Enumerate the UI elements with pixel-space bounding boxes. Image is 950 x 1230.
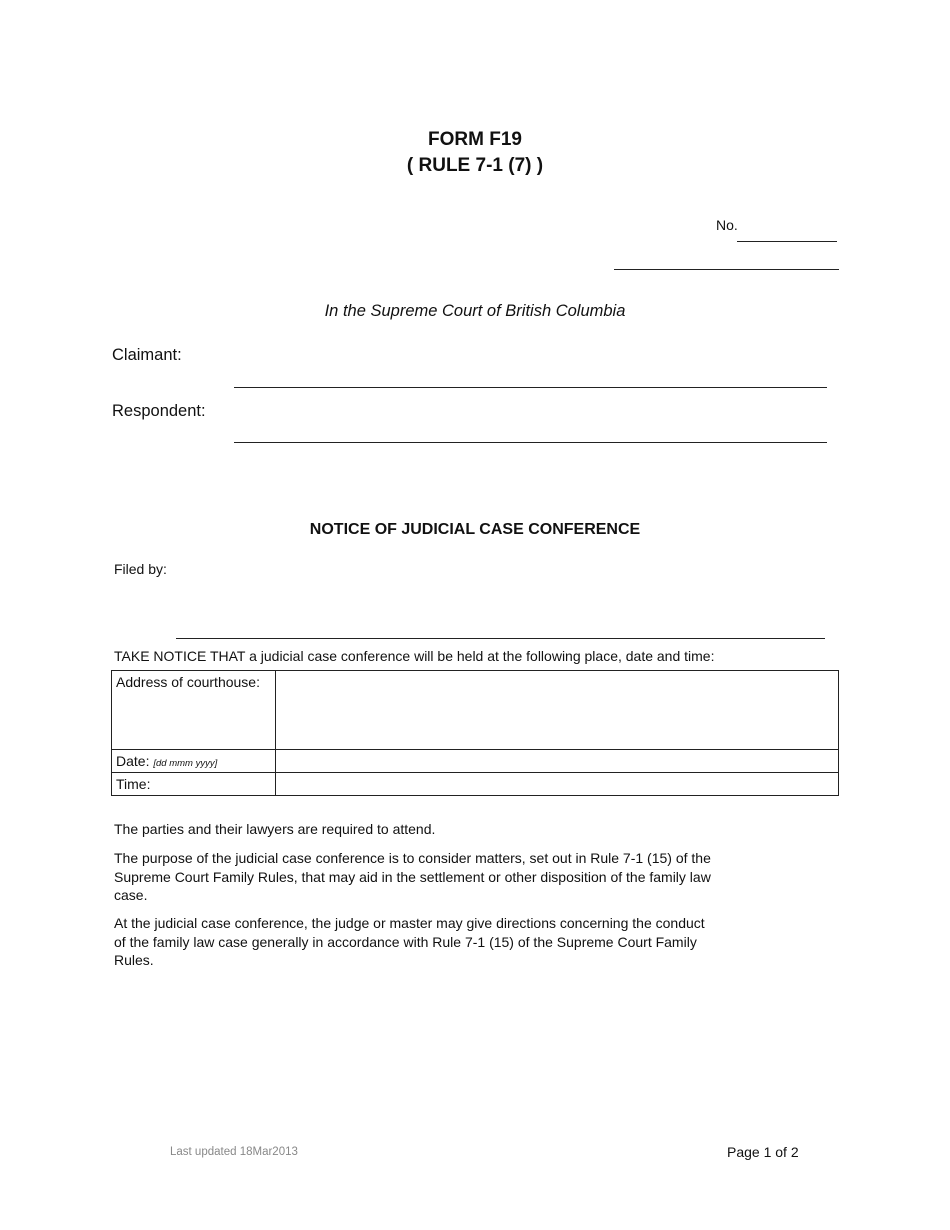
purpose-paragraph: The purpose of the judicial case conference is to consider matters, set out in Rule 7-1 (15) of the Supreme Court Family Rules, that may aid in the settlement or other disposition of the family law case.: [114, 850, 711, 903]
last-updated: Last updated 18Mar2013: [170, 1146, 298, 1158]
address-row: [112, 671, 839, 750]
address-field[interactable]: [276, 671, 839, 750]
court-name: In the Supreme Court of British Columbia: [324, 302, 626, 320]
time-label: Time:: [112, 773, 276, 796]
filed-by-label: Filed by:: [114, 561, 167, 577]
form-header: [0, 127, 950, 179]
claimant-label: Claimant:: [112, 346, 182, 364]
conference-details-table: [111, 670, 839, 796]
filed-by-field[interactable]: [176, 638, 825, 639]
registry-field[interactable]: [614, 269, 839, 270]
notice-title: NOTICE OF JUDICIAL CASE CONFERENCE: [309, 521, 641, 538]
file-number-label: No.: [716, 217, 738, 233]
respondent-field[interactable]: [234, 442, 827, 443]
date-field[interactable]: [276, 750, 839, 773]
directions-paragraph: At the judicial case conference, the judge or master may give directions concerning the conduct of the family law case generally in accordance with Rule 7-1 (15) of the Supreme Court Family Rules.: [114, 915, 705, 968]
date-label-cell: [112, 750, 276, 773]
claimant-field[interactable]: [234, 387, 827, 388]
address-label: Address of courthouse:: [112, 671, 276, 750]
respondent-label: Respondent:: [112, 402, 206, 420]
date-format-hint: [dd mmm yyyy]: [153, 758, 218, 769]
page-number: Page 1 of 2: [727, 1144, 799, 1160]
date-row: [112, 750, 839, 773]
time-row: [112, 773, 839, 796]
time-field[interactable]: [276, 773, 839, 796]
form-number: FORM F19: [428, 129, 522, 150]
take-notice-text: TAKE NOTICE THAT a judicial case conference will be held at the following place, date and time:: [114, 648, 715, 664]
attendance-paragraph: The parties and their lawyers are required to attend.: [114, 821, 436, 837]
file-number-field[interactable]: [737, 241, 837, 242]
form-rule: ( RULE 7-1 (7) ): [406, 155, 544, 176]
date-label: Date:: [116, 753, 150, 769]
